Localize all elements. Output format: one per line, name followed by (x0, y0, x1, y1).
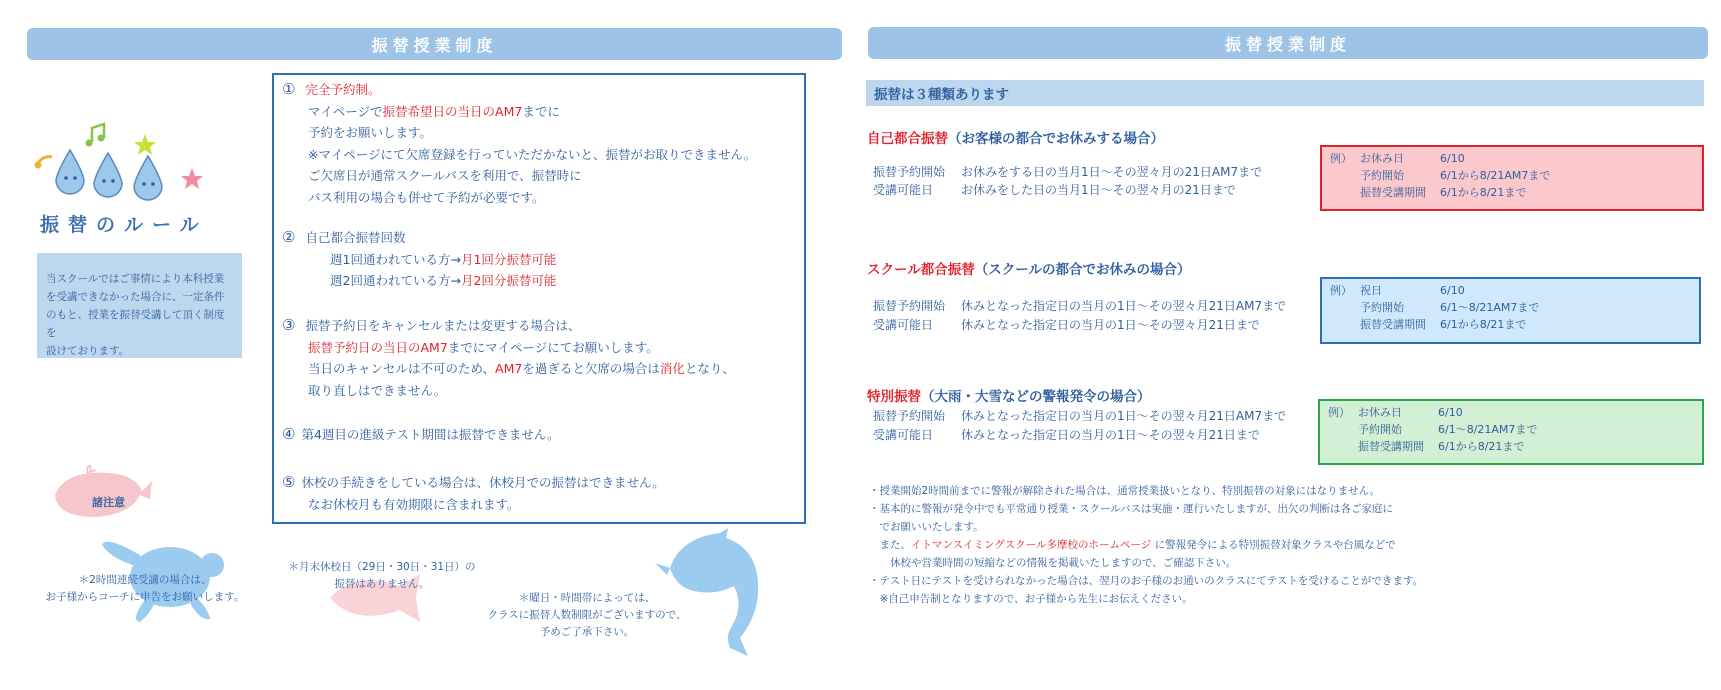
note-text: に警報発令による特別振替対象クラスや台風などで (1151, 539, 1396, 551)
intro-line: 設けております。 (46, 345, 130, 357)
ex-label: お休み日 (1360, 152, 1404, 165)
ex-value: 6/10 (1440, 284, 1465, 297)
note-line: ・基本的に警報が発令中でも平常通り授業・スクールバスは実施・運行いたしますが、出欠の判断は各ご家庭に (869, 503, 1394, 515)
note-line: お子様からコーチに申告をお願いします。 (45, 591, 245, 603)
type-school-attend-row (873, 316, 1260, 334)
drop-character-icon (56, 150, 84, 194)
note-line: ・授業開始2時間前までに警報が解除された場合は、通常授業扱いとなり、特別振替の対象にはなりません。 (869, 485, 1381, 497)
rules-box (272, 73, 806, 524)
note-line: ＊曜日・時間帯によっては、 (518, 592, 656, 604)
note-line: ・テスト日にテストを受けられなかった場合は、翌月のお子様のお通いのクラスにてテストを受けることができます。 (869, 575, 1424, 587)
note-month-end (282, 559, 482, 593)
right-header: 振替授業制度 (868, 27, 1708, 59)
row-value: 休みとなった指定日の当月の1日〜その翌々月21日AM7まで (961, 409, 1287, 423)
type-desc: （スクールの都合でお休みの場合） (974, 262, 1191, 278)
rule-text: ※マイページにて欠席登録を行っていただかないと、振替がお取りできません。 (308, 146, 757, 162)
rule-text-emphasis: 消化 (659, 361, 685, 376)
example-school (1320, 277, 1701, 344)
note-line: ＊月末休校日（29日・30日・31日）の (288, 561, 476, 573)
row-value: お休みをする日の当月1日〜その翌々月の21日AM7まで (961, 165, 1263, 179)
rule-text: 週1回通われている方→ (330, 251, 461, 267)
rule-text-emphasis: 月2回分振替可能 (460, 273, 557, 288)
rule-text-emphasis: 振替予約日の当日のAM7 (308, 339, 448, 355)
rule-title-text: 完全予約制。 (305, 82, 381, 97)
type-self-reserve-row (873, 163, 1262, 181)
type-name: 特別振替 (867, 389, 921, 405)
ex-label: 振替受講期間 (1358, 440, 1424, 453)
rule-text: 取り直しはできません。 (308, 382, 447, 398)
note-line: 振替はありません。 (334, 578, 430, 590)
notes-label: 諸注意 (92, 496, 125, 509)
row-value: 休みとなった指定日の当月の1日〜その翌々月21日AM7まで (961, 299, 1287, 313)
type-self-title (867, 127, 1164, 147)
rule-2 (282, 227, 556, 292)
ex-label: 振替受講期間 (1360, 186, 1426, 199)
rule-title-text: 休校の手続きをしている場合は、休校月での振替はできません。 (301, 475, 665, 490)
ex-label: 予約開始 (1358, 423, 1402, 436)
type-name: 自己都合振替 (867, 131, 948, 147)
note-line: 休校や営業時間の短縮などの情報を掲載いたしますので、ご確認下さい。 (869, 557, 1237, 569)
note-line: クラスに振替人数制限がございますので、 (487, 609, 687, 621)
note-consecutive (40, 572, 250, 606)
drop-character-icon (94, 153, 122, 197)
ex-value: 6/1〜8/21AM7まで (1438, 423, 1538, 436)
row-label: 振替予約開始 (873, 409, 946, 423)
rule-text: 予約をお願いします。 (308, 125, 433, 140)
row-label: 振替予約開始 (873, 165, 946, 179)
drop-character-icon (134, 156, 162, 200)
ex-value: 6/10 (1440, 152, 1465, 165)
rule-5 (282, 472, 665, 515)
ex-prefix: 例） (1328, 406, 1350, 419)
note-capacity (482, 590, 692, 641)
type-school-title (867, 258, 1190, 278)
star-icon (181, 168, 203, 189)
note-line: 予めご了承下さい。 (539, 626, 635, 638)
type-special-title (867, 385, 1151, 405)
row-label: 受講可能日 (873, 183, 934, 197)
rule-text: なお休校月も有効期限に含まれます。 (308, 496, 520, 512)
ex-value: 6/10 (1438, 406, 1463, 419)
rule-title-text: 振替予約日をキャンセルまたは変更する場合は、 (305, 318, 581, 333)
rule-text: マイページで (308, 103, 383, 119)
type-self-attend-row (873, 181, 1236, 199)
warning-notes (869, 482, 1423, 608)
rule-number: ④ (282, 425, 296, 443)
rule-text-emphasis: AM7 (495, 361, 523, 376)
homepage-link[interactable]: イトマンスイミングスクール多摩校のホームページ (911, 539, 1152, 551)
row-value: 休みとなった指定日の当月の1日〜その翌々月21日まで (961, 318, 1260, 332)
star-icon (134, 134, 156, 155)
type-special-attend-row (873, 426, 1260, 444)
ex-value: 6/1〜8/21AM7まで (1440, 301, 1540, 314)
rule-title-text: 第4週目の進級テスト期間は振替できません。 (301, 427, 560, 442)
rule-text: までに (522, 103, 560, 119)
left-header: 振替授業制度 (27, 28, 842, 60)
note-line: ＊2時間連続受講の場合は、 (78, 574, 212, 586)
note-line: ※自己申告制となりますので、お子様から先生にお伝えください。 (869, 593, 1193, 605)
rule-text: バス利用の場合も併せて予約が必要です。 (308, 189, 545, 205)
ex-label: 振替受講期間 (1360, 318, 1426, 331)
rule-text: 週2回通われている方→ (330, 273, 461, 288)
note-line: でお願いいたします。 (869, 521, 984, 533)
ex-label: 予約開始 (1360, 169, 1404, 182)
rule-title-text: 自己都合振替回数 (305, 230, 406, 245)
music-note-icon (86, 124, 105, 147)
type-special-reserve-row (873, 407, 1286, 425)
intro-box (37, 253, 242, 358)
note-text: また、 (869, 539, 911, 551)
row-value: 休みとなった指定日の当月の1日〜その翌々月21日まで (961, 428, 1260, 442)
type-school-reserve-row (873, 297, 1286, 315)
ex-value: 6/1から8/21AM7まで (1440, 169, 1551, 182)
intro-line: のもと、授業を振替受講して頂く制度を (46, 309, 225, 339)
example-special (1318, 399, 1704, 465)
rule-3 (282, 315, 735, 401)
rule-text: となり、 (684, 361, 735, 376)
types-subheader: 振替は３種類あります (866, 80, 1704, 106)
ex-label: 予約開始 (1360, 301, 1404, 314)
rule-title: 振替のルール (40, 214, 208, 236)
rule-text: 当日のキャンセルは不可のため、 (308, 361, 496, 376)
ex-prefix: 例） (1330, 284, 1352, 297)
row-label: 振替予約開始 (873, 299, 946, 313)
music-note-icon (35, 157, 53, 169)
ex-label: 祝日 (1360, 284, 1382, 297)
type-desc: （大雨・大雪などの警報発令の場合） (921, 389, 1151, 405)
rule-number: ② (282, 228, 296, 246)
rule-number: ① (282, 80, 296, 98)
intro-line: を受講できなかった場合に、一定条件 (46, 291, 225, 303)
rule-text: を過ぎると欠席の場合は (522, 361, 660, 376)
rule-1 (282, 79, 756, 208)
row-value: お休みをした日の当月1日〜その翌々月の21日まで (961, 183, 1236, 197)
rule-text: までにマイページにてお願いします。 (447, 339, 659, 355)
rule-text-emphasis: 月1回分振替可能 (460, 251, 557, 267)
type-desc: （お客様の都合でお休みする場合） (948, 131, 1164, 147)
ex-value: 6/1から8/21まで (1438, 440, 1525, 453)
rule-text: ご欠席日が通常スクールバスを利用で、振替時に (308, 168, 582, 183)
rule-number: ③ (282, 316, 296, 334)
row-label: 受講可能日 (873, 428, 934, 442)
rule-4 (282, 424, 560, 446)
rule-number: ⑤ (282, 473, 296, 491)
mascot-group (30, 118, 210, 208)
ex-value: 6/1から8/21まで (1440, 318, 1527, 331)
ex-label: お休み日 (1358, 406, 1402, 419)
ex-prefix: 例） (1330, 152, 1352, 165)
ex-value: 6/1から8/21まで (1440, 186, 1527, 199)
type-name: スクール都合振替 (867, 262, 975, 278)
example-self (1320, 145, 1704, 211)
intro-line: 当スクールではご事情により本科授業 (46, 273, 225, 285)
row-label: 受講可能日 (873, 318, 934, 332)
rule-text-emphasis: 振替希望日の当日のAM7 (382, 103, 523, 119)
